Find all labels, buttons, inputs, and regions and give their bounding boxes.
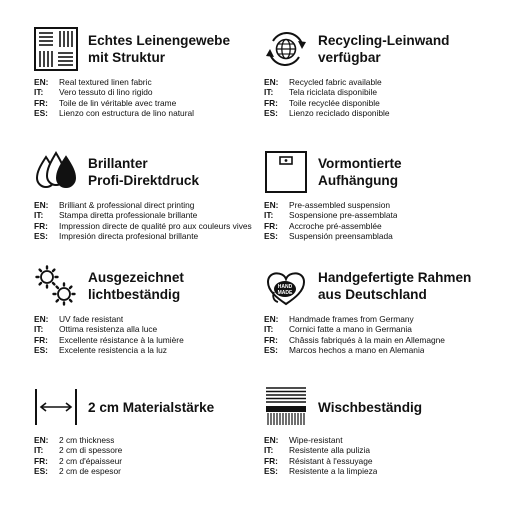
- feature-wipe-resistant: [264, 385, 502, 476]
- line-en: EN: Handmade frames from Germany: [264, 314, 414, 324]
- feature-linen: [34, 27, 272, 118]
- line-es: ES: Marcos hechos a mano en Alemania: [264, 344, 425, 355]
- feature-translations: [264, 435, 502, 476]
- feature-title: Echtes Leinengewebe mit Struktur: [88, 33, 231, 65]
- feature-recycling: [264, 27, 502, 118]
- line-es: ES: Lienzo reciclado disponible: [264, 107, 390, 118]
- line-en: EN: UV fade resistant: [34, 314, 124, 324]
- line-es: ES: 2 cm de espesor: [34, 465, 121, 476]
- feature-header: [264, 150, 502, 194]
- feature-translations: [264, 200, 502, 241]
- feature-header: [34, 27, 272, 71]
- feature-title: Ausgezeichnet lichtbeständig: [88, 270, 184, 302]
- line-fr: FR: Toile recyclée disponible: [264, 97, 380, 108]
- line-fr: FR: Résistant à l'essuyage: [264, 455, 373, 466]
- recycling-globe-icon: [264, 27, 308, 71]
- line-es: ES: Impresión directa profesional brillante: [34, 230, 199, 241]
- feature-header: [264, 264, 502, 308]
- feature-title: Vormontierte Aufhängung: [318, 156, 402, 188]
- line-it: IT: Ottima resistenza alla luce: [34, 324, 158, 335]
- svg-text:HAND: HAND: [277, 284, 293, 290]
- line-fr: FR: Excellente résistance à la lumière: [34, 334, 184, 345]
- line-fr: FR: Châssis fabriqués à la main en Allemagne: [264, 334, 445, 345]
- feature-translations: [34, 314, 272, 355]
- feature-header: [34, 264, 272, 308]
- line-it: IT: Cornici fatte a mano in Germania: [264, 324, 412, 335]
- line-it: IT: Vero tessuto di lino rigido: [34, 87, 153, 98]
- line-es: ES: Excelente resistencia a la luz: [34, 344, 167, 355]
- line-es: ES: Resistente a la limpieza: [264, 465, 378, 476]
- sun-gear-icon: [34, 264, 78, 308]
- feature-header: [264, 27, 502, 71]
- wipe-brush-icon: [264, 385, 308, 429]
- feature-title: Handgefertigte Rahmen aus Deutschland: [318, 270, 472, 302]
- feature-title: Recycling-Leinwand verfügbar: [318, 33, 450, 65]
- feature-translations: [34, 77, 272, 118]
- line-fr: FR: Impression directe de qualité pro aux couleurs vives: [34, 220, 252, 231]
- feature-header: [34, 150, 272, 194]
- line-it: IT: Stampa diretta professionale brillante: [34, 210, 198, 221]
- line-fr: FR: Accroche pré-assemblée: [264, 220, 382, 231]
- line-en: EN: Real textured linen fabric: [34, 77, 152, 87]
- feature-translations: [34, 435, 272, 476]
- feature-direct-print: [34, 150, 272, 241]
- line-es: ES: Lienzo con estructura de lino natural: [34, 107, 195, 118]
- line-fr: FR: Toile de lin véritable avec trame: [34, 97, 177, 108]
- line-en: EN: Wipe-resistant: [264, 435, 343, 445]
- line-es: ES: Suspensión preensamblada: [264, 230, 393, 241]
- line-it: IT: Resistente alla pulizia: [264, 445, 371, 456]
- line-en: EN: Brilliant & professional direct printing: [34, 200, 195, 210]
- line-en: EN: Recycled fabric available: [264, 77, 382, 87]
- feature-uv-resistant: [34, 264, 272, 355]
- line-it: IT: Tela riciclata disponibile: [264, 87, 377, 98]
- hanging-frame-icon: [264, 150, 308, 194]
- line-it: IT: Sospensione pre-assemblata: [264, 210, 398, 221]
- thickness-arrow-icon: [34, 385, 78, 429]
- feature-title: 2 cm Materialstärke: [88, 399, 215, 415]
- feature-thickness: [34, 385, 272, 476]
- line-it: IT: 2 cm di spessore: [34, 445, 123, 456]
- feature-title: Brillanter Profi-Direktdruck: [88, 156, 200, 188]
- feature-translations: [264, 77, 502, 118]
- feature-header: [264, 385, 502, 429]
- feature-header: [34, 385, 272, 429]
- line-en: EN: Pre-assembled suspension: [264, 200, 391, 210]
- ink-drops-icon: [34, 150, 78, 194]
- feature-suspension: [264, 150, 502, 241]
- handmade-heart-icon: [264, 264, 308, 308]
- feature-handmade: [264, 264, 502, 355]
- svg-text:MADE: MADE: [277, 290, 293, 296]
- line-fr: FR: 2 cm d'épaisseur: [34, 455, 123, 466]
- linen-texture-icon: [34, 27, 78, 71]
- feature-title: Wischbeständig: [318, 399, 423, 415]
- line-en: EN: 2 cm thickness: [34, 435, 115, 445]
- feature-translations: [264, 314, 502, 355]
- feature-translations: [34, 200, 272, 241]
